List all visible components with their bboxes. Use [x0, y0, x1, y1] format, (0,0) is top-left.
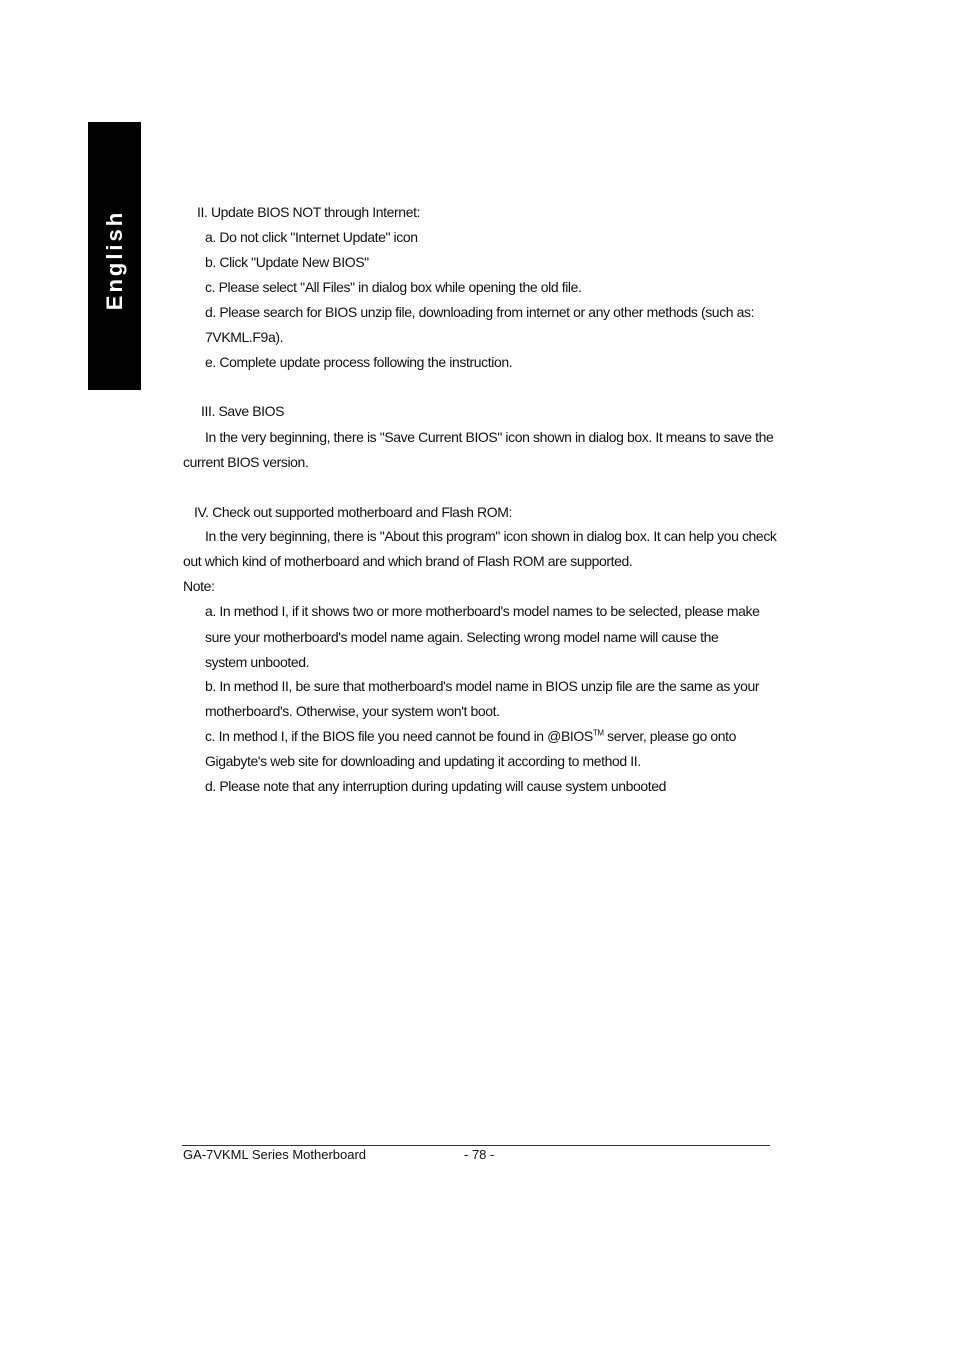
section-2-heading: II. Update BIOS NOT through Internet: [197, 204, 421, 220]
note-c-text-end: server, please go onto [603, 728, 737, 744]
paragraph-line: out which kind of motherboard and which brand of Flash ROM are supported. [183, 553, 633, 569]
section-4-heading: IV. Check out supported motherboard and Flash ROM: [194, 504, 512, 520]
list-item: a. Do not click "Internet Update" icon [205, 229, 418, 245]
list-item-continuation: 7VKML.F9a). [205, 329, 284, 345]
note-c-text: c. In method I, if the BIOS file you need cannot be found in @BIOS [205, 728, 593, 744]
page-number: - 78 - [464, 1147, 495, 1162]
note-line: sure your motherboard's model name again. Selecting wrong model name will cause the [205, 629, 719, 645]
list-item: b. Click "Update New BIOS" [205, 254, 369, 270]
section-3-heading: III. Save BIOS [201, 403, 285, 419]
note-label: Note: [183, 578, 215, 594]
note-line: a. In method I, if it shows two or more motherboard's model names to be selected, please make [205, 603, 760, 619]
paragraph-line: current BIOS version. [183, 454, 309, 470]
trademark-superscript: TM [592, 728, 604, 738]
footer-product-name: GA-7VKML Series Motherboard [183, 1147, 367, 1162]
note-line: b. In method II, be sure that motherboard's model name in BIOS unzip file are the same as your [205, 678, 760, 694]
side-tab-label: English [101, 209, 127, 311]
list-item: d. Please search for BIOS unzip file, downloading from internet or any other methods (such as: [205, 304, 755, 320]
paragraph-line: In the very beginning, there is "About this program" icon shown in dialog box. It can help you check [205, 528, 777, 544]
list-item: e. Complete update process following the instruction. [205, 354, 513, 370]
paragraph-line: In the very beginning, there is "Save Current BIOS" icon shown in dialog box. It means to save the [205, 429, 774, 445]
note-line: motherboard's. Otherwise, your system won't boot. [205, 703, 500, 719]
note-line: d. Please note that any interruption during updating will cause system unbooted [205, 778, 667, 794]
note-line: system unbooted. [205, 654, 310, 670]
list-item: c. Please select "All Files" in dialog box while opening the old file. [205, 279, 582, 295]
language-side-tab [88, 122, 141, 390]
footer-divider [182, 1145, 770, 1146]
note-line-c [205, 728, 736, 744]
note-line: Gigabyte's web site for downloading and updating it according to method II. [205, 753, 641, 769]
